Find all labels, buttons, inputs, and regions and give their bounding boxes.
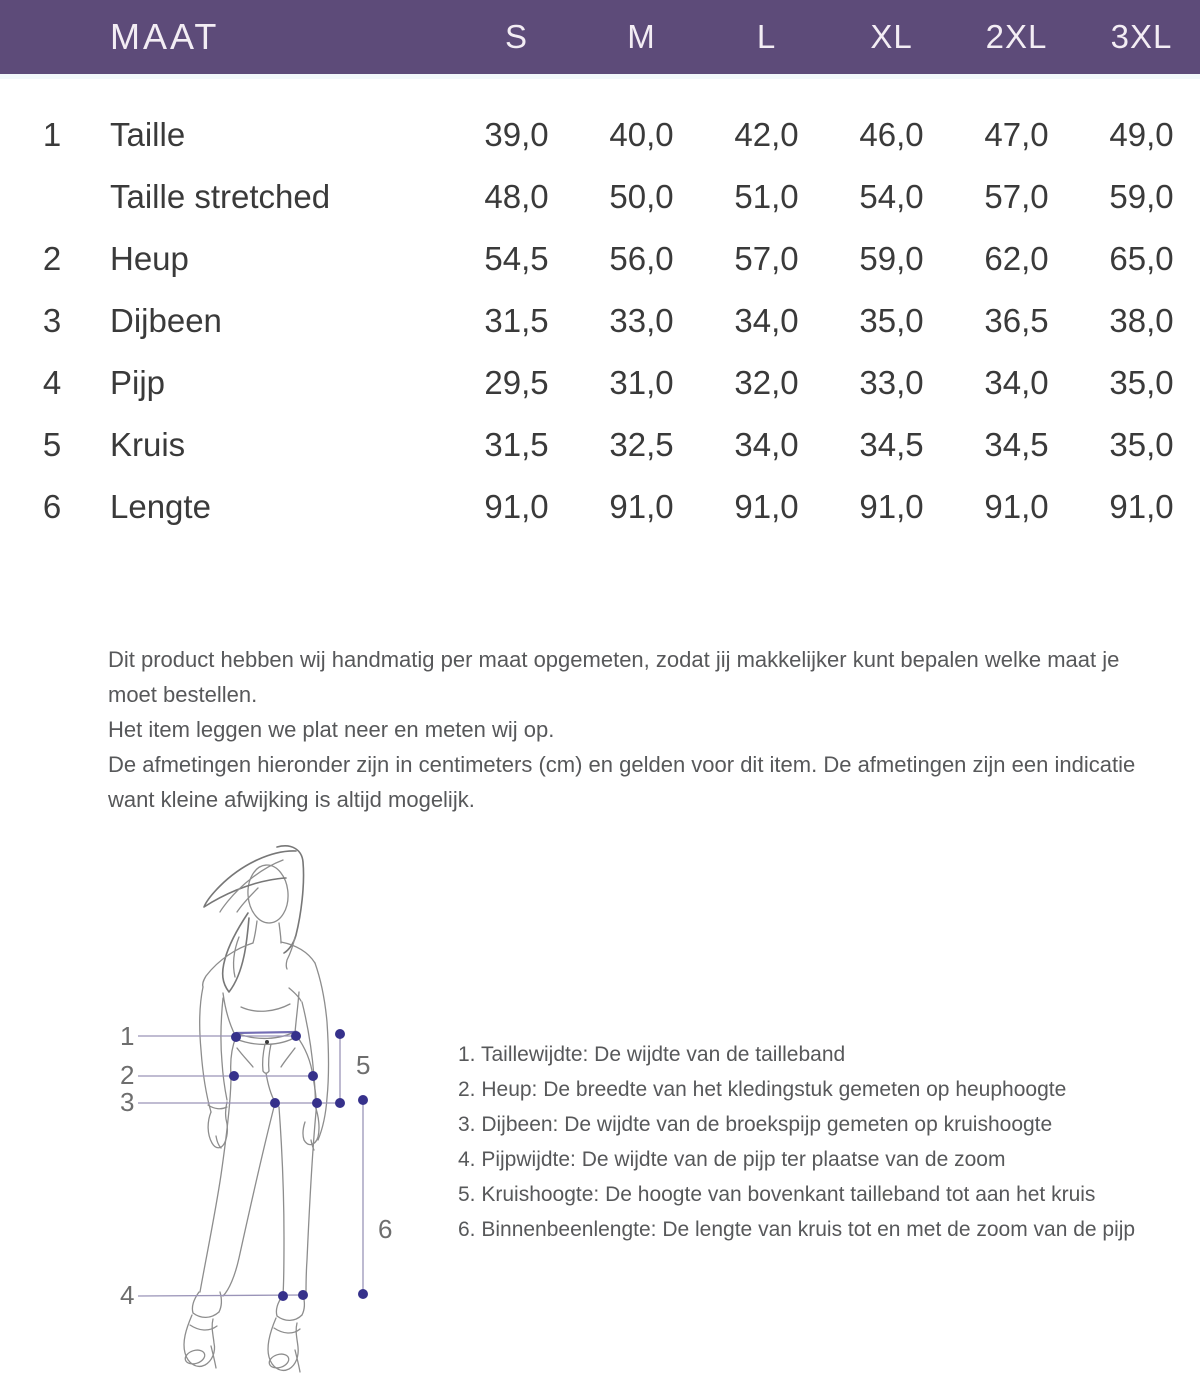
legend-item: 5. Kruishoogte: De hoogte van bovenkant tailleband tot aan het kruis — [458, 1183, 1096, 1206]
cell-value: 38,0 — [1109, 302, 1174, 339]
table-row — [0, 476, 1200, 538]
cell-value: 34,5 — [859, 426, 924, 463]
size-column-label: S — [504, 18, 528, 55]
row-values — [454, 240, 1200, 278]
size-table-body — [0, 104, 1200, 538]
row-values — [454, 116, 1200, 154]
marker-label-1: 1 — [120, 1021, 135, 1051]
cell-value: 33,0 — [859, 364, 924, 401]
cell-value: 32,5 — [609, 426, 674, 463]
size-column-label: L — [756, 18, 777, 55]
cell-value: 34,5 — [984, 426, 1049, 463]
cell-value: 65,0 — [1109, 240, 1174, 277]
description-paragraph: Dit product hebben wij handmatig per maat opgemeten, zodat jij makkelijker kunt bepalen welke maat je moet bestellen. — [108, 647, 1120, 707]
cell-value: 33,0 — [609, 302, 674, 339]
marker-label-5: 5 — [356, 1050, 371, 1080]
marker-label-4: 4 — [120, 1280, 135, 1310]
description-paragraph: De afmetingen hieronder zijn in centimeters (cm) en gelden voor dit item. De afmetingen zijn een indicatie want kleine afwijking is altijd mogelijk. — [108, 752, 1136, 812]
cell-value: 47,0 — [984, 116, 1049, 153]
cell-value: 62,0 — [984, 240, 1049, 277]
legend-item: 2. Heup: De breedte van het kledingstuk gemeten op heuphoogte — [458, 1078, 1067, 1101]
cell-value: 42,0 — [734, 116, 799, 153]
description-paragraph: Het item leggen we plat neer en meten wij op. — [108, 717, 555, 742]
cell-value: 49,0 — [1109, 116, 1174, 153]
maat-label: MAAT — [110, 16, 220, 57]
table-row — [0, 104, 1200, 166]
row-label: Dijbeen — [110, 302, 222, 339]
table-row — [0, 414, 1200, 476]
cell-value: 34,0 — [734, 426, 799, 463]
row-number: 3 — [42, 302, 62, 339]
table-row — [0, 290, 1200, 352]
cell-value: 31,5 — [484, 426, 549, 463]
marker-label-3: 3 — [120, 1087, 135, 1117]
table-row — [0, 166, 1200, 228]
cell-value: 91,0 — [484, 488, 549, 525]
cell-value: 40,0 — [609, 116, 674, 153]
row-label: Taille stretched — [110, 178, 331, 215]
cell-value: 35,0 — [1109, 426, 1174, 463]
cell-value: 34,0 — [734, 302, 799, 339]
marker-label-6: 6 — [378, 1214, 393, 1244]
table-row — [0, 228, 1200, 290]
cell-value: 36,5 — [984, 302, 1049, 339]
cell-value: 59,0 — [1109, 178, 1174, 215]
cell-value: 59,0 — [859, 240, 924, 277]
legend-item: 3. Dijbeen: De wijdte van de broekspijp gemeten op kruishoogte — [458, 1113, 1053, 1136]
cell-value: 46,0 — [859, 116, 924, 153]
cell-value: 29,5 — [484, 364, 549, 401]
size-column-label: 3XL — [1110, 18, 1173, 55]
cell-value: 31,0 — [609, 364, 674, 401]
measurement-legend — [458, 1037, 1198, 1247]
row-values — [454, 488, 1200, 526]
legend-item: 6. Binnenbeenlengte: De lengte van kruis tot en met de zoom van de pijp — [458, 1218, 1136, 1241]
size-header-columns — [454, 0, 1200, 74]
measurement-markers — [120, 1021, 392, 1310]
cell-value: 57,0 — [734, 240, 799, 277]
cell-value: 56,0 — [609, 240, 674, 277]
row-label: Lengte — [110, 488, 211, 525]
cell-value: 34,0 — [984, 364, 1049, 401]
row-label: Heup — [110, 240, 189, 277]
cell-value: 54,0 — [859, 178, 924, 215]
size-column-label: XL — [870, 18, 913, 55]
table-row — [0, 352, 1200, 414]
row-values — [454, 426, 1200, 464]
row-number: 2 — [42, 240, 62, 277]
cell-value: 31,5 — [484, 302, 549, 339]
cell-value: 91,0 — [859, 488, 924, 525]
row-label: Kruis — [110, 426, 186, 463]
legend-item: 1. Taillewijdte: De wijdte van de tailleband — [458, 1043, 846, 1066]
cell-value: 91,0 — [984, 488, 1049, 525]
size-column-label: 2XL — [985, 18, 1048, 55]
cell-value: 32,0 — [734, 364, 799, 401]
jeans-button — [265, 1040, 269, 1044]
cell-value: 91,0 — [609, 488, 674, 525]
cell-value: 39,0 — [484, 116, 549, 153]
cell-value: 91,0 — [734, 488, 799, 525]
size-table-header — [0, 0, 1200, 74]
measurement-figure-illustration — [90, 840, 470, 1382]
row-values — [454, 178, 1200, 216]
cell-value: 48,0 — [484, 178, 549, 215]
row-label: Pijp — [110, 364, 166, 401]
cell-value: 35,0 — [859, 302, 924, 339]
cell-value: 35,0 — [1109, 364, 1174, 401]
cell-value: 54,5 — [484, 240, 549, 277]
size-column-label: M — [627, 18, 656, 55]
cell-value: 51,0 — [734, 178, 799, 215]
row-number: 4 — [42, 364, 62, 401]
row-label: Taille — [110, 116, 186, 153]
row-values — [454, 364, 1200, 402]
cell-value: 57,0 — [984, 178, 1049, 215]
row-number: 5 — [42, 426, 62, 463]
row-number: 1 — [42, 116, 62, 153]
row-values — [454, 302, 1200, 340]
measurement-description — [108, 642, 1172, 817]
cell-value: 50,0 — [609, 178, 674, 215]
cell-value: 91,0 — [1109, 488, 1174, 525]
row-number: 6 — [42, 488, 62, 525]
marker-label-2: 2 — [120, 1060, 135, 1090]
legend-item: 4. Pijpwijdte: De wijdte van de pijp ter plaatse van de zoom — [458, 1148, 1006, 1171]
